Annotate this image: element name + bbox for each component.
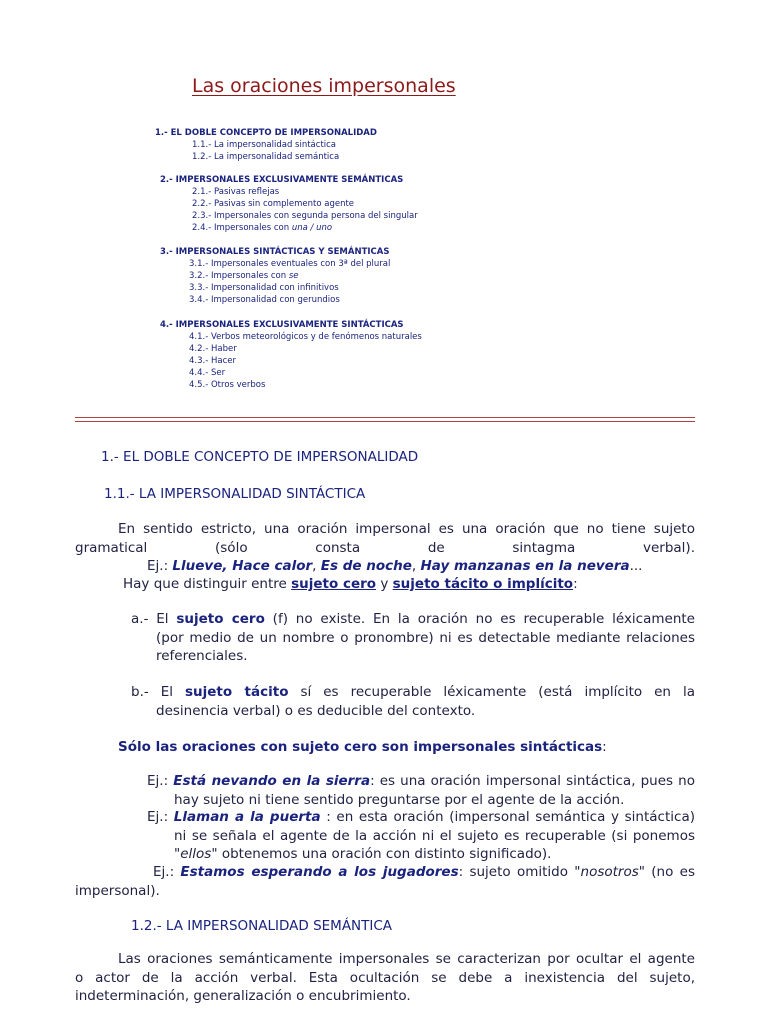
toc-item-2-2[interactable]: 2.2.- Pasivas sin complemento agente [192, 199, 355, 209]
toc-item-3-4[interactable]: 3.4.- Impersonalidad con gerundios [189, 295, 340, 305]
definition-line-2: gramatical (sólo consta de sintagma verbal). [75, 539, 695, 556]
toc-section-1[interactable]: 1.- EL DOBLE CONCEPTO DE IMPERSONALIDAD [155, 128, 377, 138]
toc-item-1-2[interactable]: 1.2.- La impersonalidad semántica [192, 152, 340, 162]
example-1-sep-a: , [312, 558, 321, 574]
toc-item-4-1[interactable]: 4.1.- Verbos meteorológicos y de fenómenos naturales [189, 332, 422, 342]
example-esperando-prefix: Ej.: [153, 864, 181, 880]
key-statement-colon: : [602, 739, 607, 755]
example-nevando-phrase: Está nevando en la sierra [173, 773, 371, 789]
heading-section-1-1: 1.1.- LA IMPERSONALIDAD SINTÁCTICA [104, 486, 366, 502]
example-llaman-quote-open: " [174, 846, 181, 862]
example-1 [147, 557, 642, 576]
key-statement [118, 738, 607, 757]
toc-item-2-4-label: 2.4.- Impersonales con [192, 223, 292, 233]
example-esperando-line-2: impersonal). [75, 882, 160, 899]
term-sujeto-tacito: sujeto tácito o implícito [392, 576, 574, 592]
toc-item-2-4[interactable] [192, 223, 332, 233]
point-a [131, 610, 695, 666]
example-llaman-line-2: ni se señala el agente de la acción ni el sujeto es recuperable (si ponemos [174, 827, 695, 844]
example-esperando-line-1 [75, 863, 695, 882]
paragraph-semantic [75, 950, 695, 1006]
point-a-line-2: (por medio de un nombre o pronombre) ni es detectable mediante relaciones [156, 629, 695, 646]
distinction-line [123, 575, 578, 594]
example-1-text-a: Llueve, Hace calor [172, 558, 313, 574]
example-llaman-text-3: " obtenemos una oración con distinto significado). [211, 846, 552, 862]
term-sujeto-cero: sujeto cero [291, 576, 377, 592]
distinction-colon: : [573, 576, 578, 592]
distinction-conjunction: y [376, 576, 393, 592]
example-esperando-pronoun: nosotros [580, 864, 639, 880]
toc-section-2[interactable]: 2.- IMPERSONALES EXCLUSIVAMENTE SEMÁNTICAS [160, 175, 404, 185]
example-llaman-line-3 [147, 845, 695, 864]
toc-item-3-2-label: 3.2.- Impersonales con [189, 271, 289, 281]
divider-bottom [75, 421, 695, 422]
example-nevando-line-1 [147, 772, 695, 791]
point-b-marker: b.- El [131, 684, 185, 700]
point-b-line-1 [131, 683, 695, 702]
distinction-prefix: Hay que distinguir entre [123, 576, 292, 592]
heading-section-1-2: 1.2.- LA IMPERSONALIDAD SEMÁNTICA [131, 918, 393, 934]
page-title: Las oraciones impersonales [192, 75, 456, 97]
heading-section-1: 1.- EL DOBLE CONCEPTO DE IMPERSONALIDAD [101, 449, 419, 465]
semantic-line-3: indeterminación, generalización o encubrimiento. [75, 988, 411, 1004]
example-nevando-prefix: Ej.: [147, 773, 174, 789]
toc-item-2-4-emphasis: una / uno [291, 223, 333, 233]
toc-item-3-2-emphasis: se [288, 271, 299, 281]
point-b-text-1: sí es recuperable léxicamente (está implícito en la [288, 684, 695, 700]
example-llaman-phrase: Llaman a la puerta [173, 809, 321, 825]
example-esperando-phrase: Estamos esperando a los jugadores [180, 864, 459, 880]
example-esperando-text-1: : sujeto omitido " [458, 864, 581, 880]
example-nevando-text-1: : es una oración impersonal sintáctica, pues no [370, 773, 695, 789]
toc-item-4-5[interactable]: 4.5.- Otros verbos [189, 380, 266, 390]
toc-item-3-1[interactable]: 3.1.- Impersonales eventuales con 3ª del plural [189, 259, 391, 269]
toc-item-3-2[interactable] [189, 271, 298, 281]
paragraph-definition [75, 520, 695, 557]
point-b-line-2: desinencia verbal) o es deducible del contexto. [156, 702, 476, 719]
example-llaman-prefix: Ej.: [147, 809, 174, 825]
toc-item-2-1[interactable]: 2.1.- Pasivas reflejas [192, 187, 280, 197]
toc-item-4-3[interactable]: 4.3.- Hacer [189, 356, 236, 366]
point-a-line-1 [131, 610, 695, 629]
example-nevando [147, 772, 695, 809]
example-1-sep-b: , [411, 558, 421, 574]
point-a-text-1: (f) no existe. En la oración no es recuperable léxicamente [264, 611, 695, 627]
example-llaman-pronoun: ellos [180, 846, 212, 862]
point-a-line-3: referenciales. [156, 648, 248, 664]
example-1-text-b: Es de noche [320, 558, 412, 574]
toc-item-4-4[interactable]: 4.4.- Ser [189, 368, 226, 378]
key-statement-text: Sólo las oraciones con sujeto cero son impersonales sintácticas [118, 739, 603, 755]
toc-item-2-3[interactable]: 2.3.- Impersonales con segunda persona del singular [192, 211, 418, 221]
example-llaman-text-1: : en esta oración (impersonal semántica y sintáctica) [320, 809, 695, 825]
example-llaman [147, 808, 695, 864]
example-1-suffix: ... [629, 558, 643, 574]
point-b-term: sujeto tácito [185, 684, 289, 700]
example-1-text-c: Hay manzanas en la nevera [420, 558, 630, 574]
toc-item-1-1[interactable]: 1.1.- La impersonalidad sintáctica [192, 140, 337, 150]
point-b [131, 683, 695, 720]
toc-item-4-2[interactable]: 4.2.- Haber [189, 344, 237, 354]
definition-line-1: En sentido estricto, una oración impersonal es una oración que no tiene sujeto [118, 521, 695, 537]
example-1-prefix: Ej.: [147, 558, 173, 574]
example-llaman-line-1 [147, 808, 695, 827]
semantic-line-1: Las oraciones semánticamente impersonales se caracterizan por ocultar el agente [118, 951, 695, 967]
point-a-term: sujeto cero [176, 611, 265, 627]
divider-top [75, 417, 695, 418]
point-a-marker: a.- El [131, 611, 177, 627]
toc-item-3-3[interactable]: 3.3.- Impersonalidad con infinitivos [189, 283, 339, 293]
toc-section-3[interactable]: 3.- IMPERSONALES SINTÁCTICAS Y SEMÁNTICAS [160, 247, 390, 257]
toc-section-4[interactable]: 4.- IMPERSONALES EXCLUSIVAMENTE SINTÁCTICAS [160, 320, 404, 330]
example-esperando-text-1b: " (no es [638, 864, 695, 880]
semantic-line-2: o actor de la acción verbal. Esta ocultación se debe a inexistencia del sujeto, [75, 969, 695, 986]
example-nevando-line-2: hay sujeto ni tiene sentido preguntarse por el agente de la acción. [174, 791, 625, 808]
example-esperando [75, 863, 695, 900]
